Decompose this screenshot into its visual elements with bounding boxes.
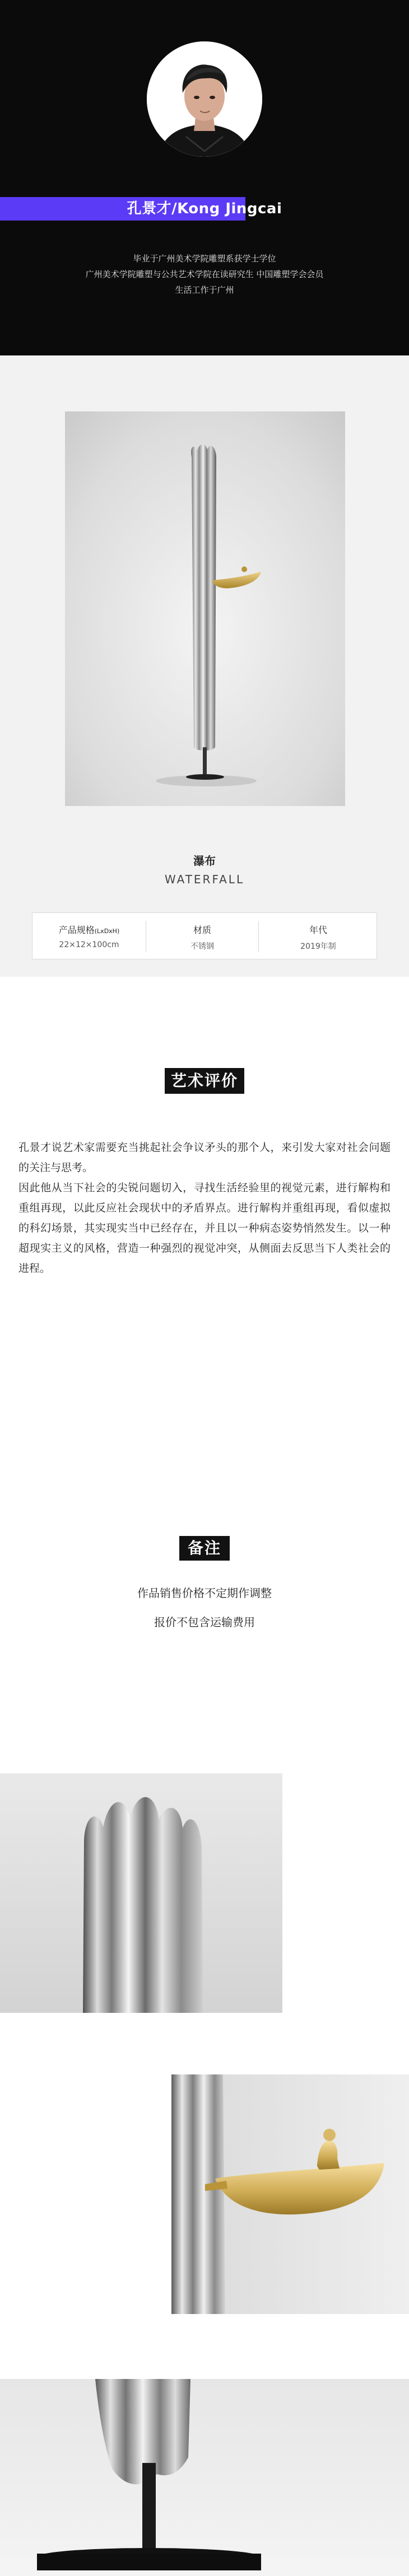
artwork-subtitle: WATERFALL (164, 873, 245, 886)
detail-photo-boat (171, 2074, 409, 2314)
bio-line: 广州美术学院雕塑与公共艺术学院在读研究生 中国雕塑学会会员 (85, 269, 324, 279)
spec-value: 2019年制 (300, 942, 336, 951)
artwork-section (0, 355, 409, 977)
evaluation-paragraph: 因此他从当下社会的尖锐问题切入，寻找生活经验里的视觉元素，进行解构和重组再现，以此反应社会现状中的矛盾界点。进行解构并重组再现，看似虚拟的科幻场景，其实现实当中已经存在，并且以一种病态姿势悄然发生。以一种超现实主义的风格，营造一种强烈的视觉冲突，从侧面去反思当下人类社会的进程。 (18, 1182, 391, 1275)
artist-name: 孔景才/Kong Jingcai (127, 200, 282, 217)
evaluation-text (18, 1137, 391, 1278)
artist-avatar (147, 41, 262, 157)
artist-bio (0, 251, 409, 298)
detail-photo-top (0, 1773, 282, 2013)
spec-year (259, 913, 378, 960)
bio-line: 生活工作于广州 (175, 285, 234, 295)
artist-header (0, 0, 409, 355)
spec-label: 年代 (309, 925, 327, 935)
detail-photo-base (0, 2379, 409, 2576)
note-line: 作品销售价格不定期作调整 (137, 1586, 272, 1600)
note-line: 报价不包含运输费用 (154, 1615, 255, 1629)
artwork-title: 瀑布 (193, 854, 216, 868)
artwork-photo (65, 411, 345, 806)
evaluation-heading: 艺术评价 (165, 1068, 244, 1094)
note-heading: 备注 (179, 1536, 230, 1561)
evaluation-paragraph: 孔景才说艺术家需要充当挑起社会争议矛头的那个人，来引发大家对社会问题的关注与思考。 (18, 1141, 391, 1174)
spec-size (32, 913, 146, 960)
spec-table (32, 912, 377, 959)
spec-value: 22×12×100cm (59, 940, 119, 949)
spec-label-unit: (LxDxH) (94, 928, 120, 935)
spec-label: 材质 (193, 925, 211, 935)
spec-value: 不锈钢 (190, 942, 214, 951)
bio-line: 毕业于广州美术学院雕塑系获学士学位 (133, 254, 276, 264)
spec-label: 产品规格 (58, 925, 95, 935)
spec-material (146, 913, 258, 960)
